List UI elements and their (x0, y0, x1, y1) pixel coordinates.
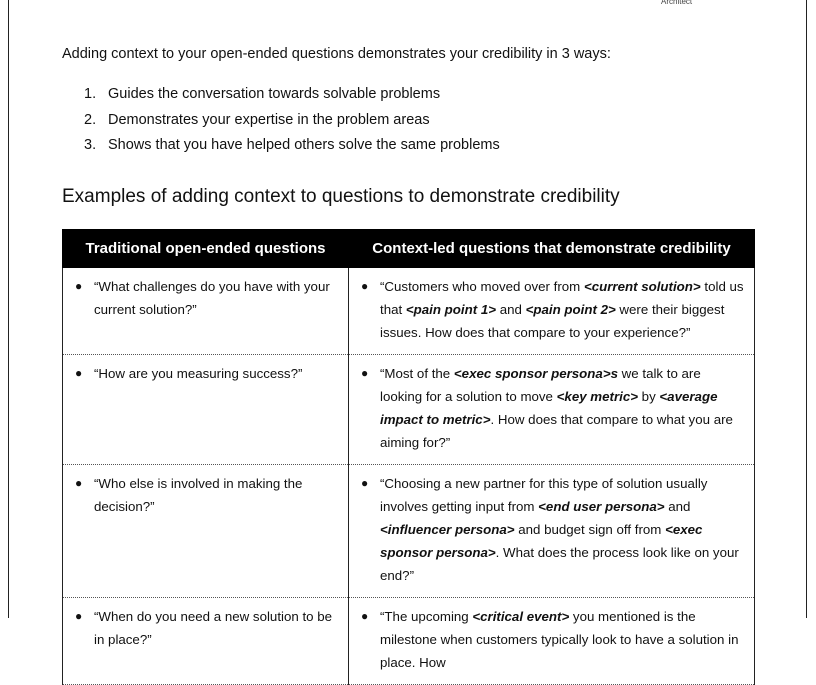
question-text: . What does the process look like on your end?” (380, 545, 739, 583)
reason-item (84, 86, 500, 112)
bullet-icon: ● (75, 609, 83, 623)
placeholder-token: <average impact to metric> (380, 389, 718, 427)
context-led-question (380, 605, 744, 674)
table-row (63, 598, 755, 685)
context-led-question (380, 275, 744, 344)
cell-context-led (349, 355, 755, 465)
question-text: you mentioned is the milestone when customers typically look to have a solution in place. How (380, 609, 739, 670)
question-text: “Choosing a new partner for this type of solution usually involves getting input from (380, 476, 708, 514)
reason-item (84, 137, 500, 163)
cell-traditional (63, 465, 349, 598)
bullet-item (361, 362, 744, 454)
bullet-icon: ● (361, 476, 369, 490)
placeholder-token: <end user persona> (538, 499, 665, 514)
reason-number: 1. (84, 86, 97, 102)
context-led-question (380, 472, 744, 587)
question-text: and budget sign off from (514, 522, 666, 537)
bullet-item (75, 362, 338, 385)
bullet-icon: ● (361, 609, 369, 623)
question-text: “Most of the (380, 366, 454, 381)
cell-context-led (349, 598, 755, 685)
question-text: . How does that compare to what you are aiming for?” (380, 412, 733, 450)
question-text: “The upcoming (380, 609, 473, 624)
reason-number: 3. (84, 137, 97, 153)
section-title: Examples of adding context to questions to demonstrate credibility (62, 186, 620, 207)
bullet-icon: ● (75, 366, 83, 380)
cell-traditional (63, 355, 349, 465)
bullet-item (361, 605, 744, 674)
reasons-list (84, 86, 500, 163)
cell-context-led (349, 465, 755, 598)
placeholder-token: <key metric> (556, 389, 638, 404)
reason-text: Demonstrates your expertise in the problem areas (108, 111, 430, 128)
context-led-question (380, 362, 744, 454)
placeholder-token: <exec sponsor persona> (380, 522, 703, 560)
table-row (63, 355, 755, 465)
bullet-item (75, 472, 338, 518)
examples-table (62, 229, 755, 685)
placeholder-token: <critical event> (472, 609, 570, 624)
cell-traditional (63, 268, 349, 355)
header-context-led: Context-led questions that demonstrate credibility (349, 230, 755, 268)
traditional-question: “When do you need a new solution to be in place?” (94, 609, 333, 647)
reason-item (84, 112, 500, 138)
placeholder-token: <exec sponsor persona>s (453, 366, 618, 381)
question-text: and (664, 499, 691, 514)
question-text: and (496, 302, 526, 317)
bullet-item (75, 605, 338, 651)
traditional-question: “How are you measuring success?” (94, 366, 303, 381)
bullet-icon: ● (361, 279, 369, 293)
bullet-item (75, 275, 338, 321)
bullet-icon: ● (75, 279, 83, 293)
reason-text: Guides the conversation towards solvable problems (108, 86, 441, 102)
role-caption: Architect (661, 0, 693, 6)
intro-paragraph: Adding context to your open-ended questions demonstrates your credibility in 3 ways: (62, 46, 611, 62)
question-text: told us that (380, 279, 744, 317)
question-text: “Customers who moved over from (380, 279, 584, 294)
traditional-question: “What challenges do you have with your current solution?” (94, 279, 330, 317)
placeholder-token: <pain point 1> (405, 302, 497, 317)
table-row (63, 268, 755, 355)
cell-traditional (63, 598, 349, 685)
bullet-icon: ● (75, 476, 83, 490)
header-traditional: Traditional open-ended questions (63, 230, 349, 268)
bullet-icon: ● (361, 366, 369, 380)
placeholder-token: <influencer persona> (380, 522, 515, 537)
placeholder-token: <current solution> (583, 279, 701, 294)
reason-text: Shows that you have helped others solve the same problems (108, 137, 500, 153)
bullet-item (361, 472, 744, 587)
question-text: were their biggest issues. How does that compare to your experience?” (380, 302, 725, 340)
question-text: by (637, 389, 660, 404)
table-header-row (63, 230, 755, 268)
traditional-question: “Who else is involved in making the decision?” (94, 476, 303, 514)
placeholder-token: <pain point 2> (525, 302, 616, 317)
table-row (63, 465, 755, 598)
cell-context-led (349, 268, 755, 355)
question-text: we talk to are looking for a solution to move (380, 366, 701, 404)
bullet-item (361, 275, 744, 344)
reason-number: 2. (84, 111, 97, 128)
